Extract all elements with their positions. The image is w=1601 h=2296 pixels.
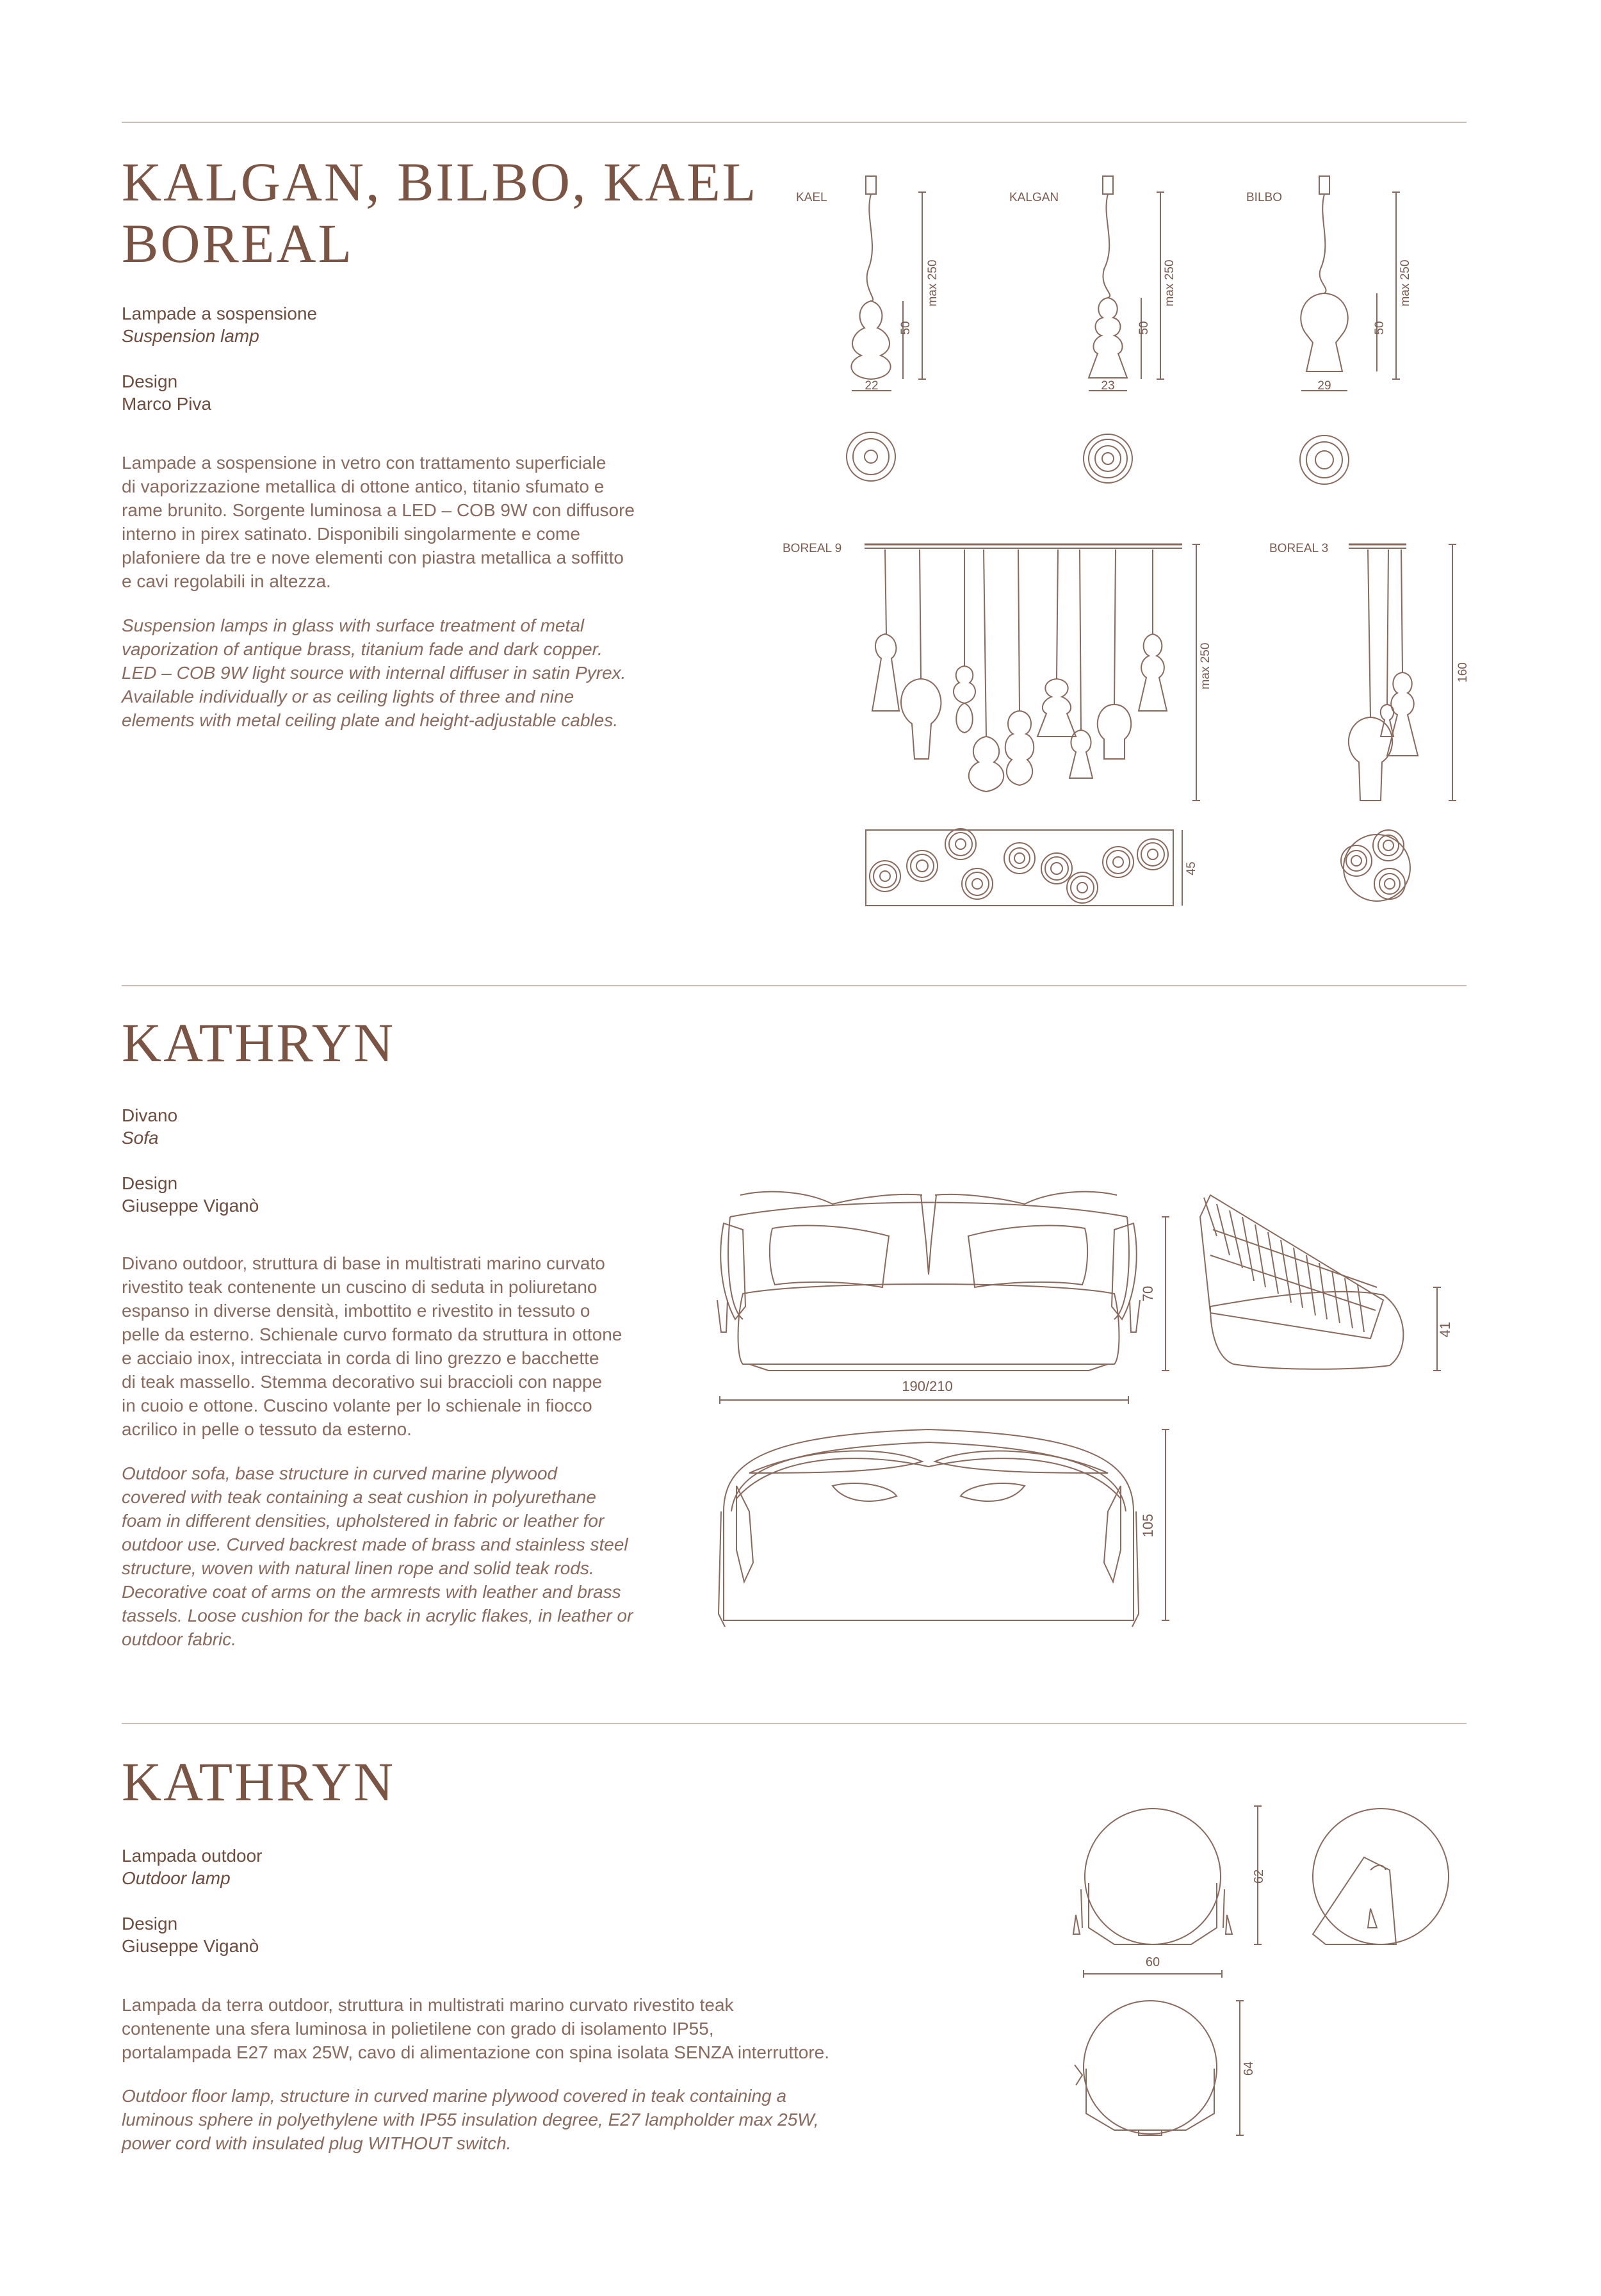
product-title: KATHRYN: [122, 1012, 396, 1073]
dim-105: 105: [1140, 1513, 1156, 1538]
dim-70: 70: [1140, 1285, 1156, 1302]
text-line: Available individually or as ceiling lights of three and nine: [122, 687, 574, 706]
dim-50: 50: [899, 321, 913, 335]
dim-max250: max 250: [926, 259, 939, 307]
product-type-en: Outdoor lamp: [122, 1868, 231, 1888]
design-label: Design: [122, 1914, 178, 1934]
text-line: structure, woven with natural linen rope and solid teak rods.: [122, 1558, 594, 1578]
label-boreal3: BOREAL 3: [1269, 542, 1329, 555]
text-line: Lampade a sospensione in vetro con trattamento superficiale: [122, 453, 606, 473]
title-line: BOREAL: [122, 213, 354, 274]
text-line: foam in different densities, upholstered in fabric or leather for: [122, 1511, 605, 1531]
text-line: outdoor use. Curved backrest made of brass and stainless steel: [122, 1535, 628, 1554]
text-line: e acciaio inox, intrecciata in corda di lino grezzo e bacchette: [122, 1348, 599, 1368]
design-label: Design: [122, 1173, 178, 1193]
text-line: espanso in diverse densità, imbottito e rivestito in tessuto o: [122, 1301, 590, 1321]
design-label: Design: [122, 371, 178, 391]
text-line: Outdoor floor lamp, structure in curved marine plywood covered in teak containing a: [122, 2086, 787, 2106]
lamp-front-sphere: [1085, 1809, 1221, 1944]
dim-45: 45: [1185, 861, 1198, 875]
text-line: portalampada E27 max 25W, cavo di alimentazione con spina isolata SENZA interruttore.: [122, 2042, 830, 2062]
product-type-en: Sofa: [122, 1128, 159, 1148]
text-line: luminous sphere in polyethylene with IP55 insulation degree, E27 lampholder max 25W,: [122, 2110, 819, 2129]
lamp-side-sphere: [1313, 1809, 1449, 1944]
text-line: Decorative coat of arms on the armrests with leather and brass: [122, 1582, 621, 1602]
product-type-it: Lampade a sospensione: [122, 304, 318, 323]
text-line: Lampada da terra outdoor, struttura in multistrati marino curvato rivestito teak: [122, 1995, 734, 2015]
dim-60: 60: [1145, 1955, 1160, 1969]
dim-max250: max 250: [1399, 259, 1412, 307]
lamp-top-sphere: [1084, 2001, 1217, 2134]
label-bilbo: BILBO: [1246, 191, 1282, 204]
text-line: interno in pirex satinato. Disponibili singolarmente e come: [122, 524, 580, 544]
label-boreal9: BOREAL 9: [783, 542, 842, 555]
dim-sofa-width: 190/210: [902, 1378, 953, 1394]
label-kael: KAEL: [796, 191, 827, 204]
text-line: tassels. Loose cushion for the back in acrylic flakes, in leather or: [122, 1606, 633, 1625]
text-line: power cord with insulated plug WITHOUT switch.: [122, 2133, 512, 2153]
dim-kael-width: 22: [865, 379, 879, 393]
text-line: contenente una sfera luminosa in polietilene con grado di isolamento IP55,: [122, 2019, 714, 2039]
text-line: rivestito teak contenente un cuscino di seduta in poliuretano: [122, 1277, 597, 1297]
text-line: di teak massello. Stemma decorativo sui braccioli con nappe: [122, 1372, 603, 1392]
text-line: Suspension lamps in glass with surface treatment of metal: [122, 615, 585, 635]
dim-50: 50: [1373, 321, 1386, 335]
title-line: KALGAN, BILBO, KAEL: [122, 151, 758, 213]
text-line: Outdoor sofa, base structure in curved marine plywood: [122, 1463, 558, 1483]
designer-name: Marco Piva: [122, 394, 212, 414]
text-line: outdoor fabric.: [122, 1629, 236, 1649]
dim-62: 62: [1252, 1869, 1266, 1884]
dim-max250: max 250: [1163, 259, 1176, 307]
dim-kalgan-width: 23: [1101, 379, 1115, 393]
label-kalgan: KALGAN: [1009, 191, 1059, 204]
product-type-it: Lampada outdoor: [122, 1846, 263, 1866]
text-line: covered with teak containing a seat cushion in polyurethane: [122, 1487, 596, 1507]
text-line: LED – COB 9W light source with internal diffuser in satin Pyrex.: [122, 663, 626, 683]
product-title: KATHRYN: [122, 1751, 396, 1812]
dim-50: 50: [1137, 321, 1151, 335]
designer-name: Giuseppe Viganò: [122, 1936, 259, 1956]
dim-160: 160: [1456, 662, 1470, 683]
text-line: rame brunito. Sorgente luminosa a LED – COB 9W con diffusore: [122, 500, 635, 520]
text-line: e cavi regolabili in altezza.: [122, 571, 331, 591]
dim-41: 41: [1437, 1321, 1453, 1338]
designer-name: Giuseppe Viganò: [122, 1196, 259, 1216]
dim-max250: max 250: [1199, 642, 1212, 690]
dim-bilbo-width: 29: [1317, 379, 1331, 393]
text-line: Divano outdoor, struttura di base in multistrati marino curvato: [122, 1253, 605, 1273]
text-line: in cuoio e ottone. Cuscino volante per lo schienale in fiocco: [122, 1396, 592, 1415]
product-type-it: Divano: [122, 1105, 178, 1125]
text-line: acrilico in pelle o tessuto da esterno.: [122, 1419, 412, 1439]
text-line: plafoniere da tre e nove elementi con piastra metallica a soffitto: [122, 548, 624, 567]
product-type-en: Suspension lamp: [122, 326, 259, 346]
text-line: pelle da esterno. Schienale curvo formato da struttura in ottone: [122, 1324, 622, 1344]
dim-64: 64: [1242, 2061, 1256, 2076]
text-line: di vaporizzazione metallica di ottone antico, titanio sfumato e: [122, 476, 605, 496]
text-line: vaporization of antique brass, titanium fade and dark copper.: [122, 639, 603, 659]
text-line: elements with metal ceiling plate and height-adjustable cables.: [122, 710, 619, 730]
